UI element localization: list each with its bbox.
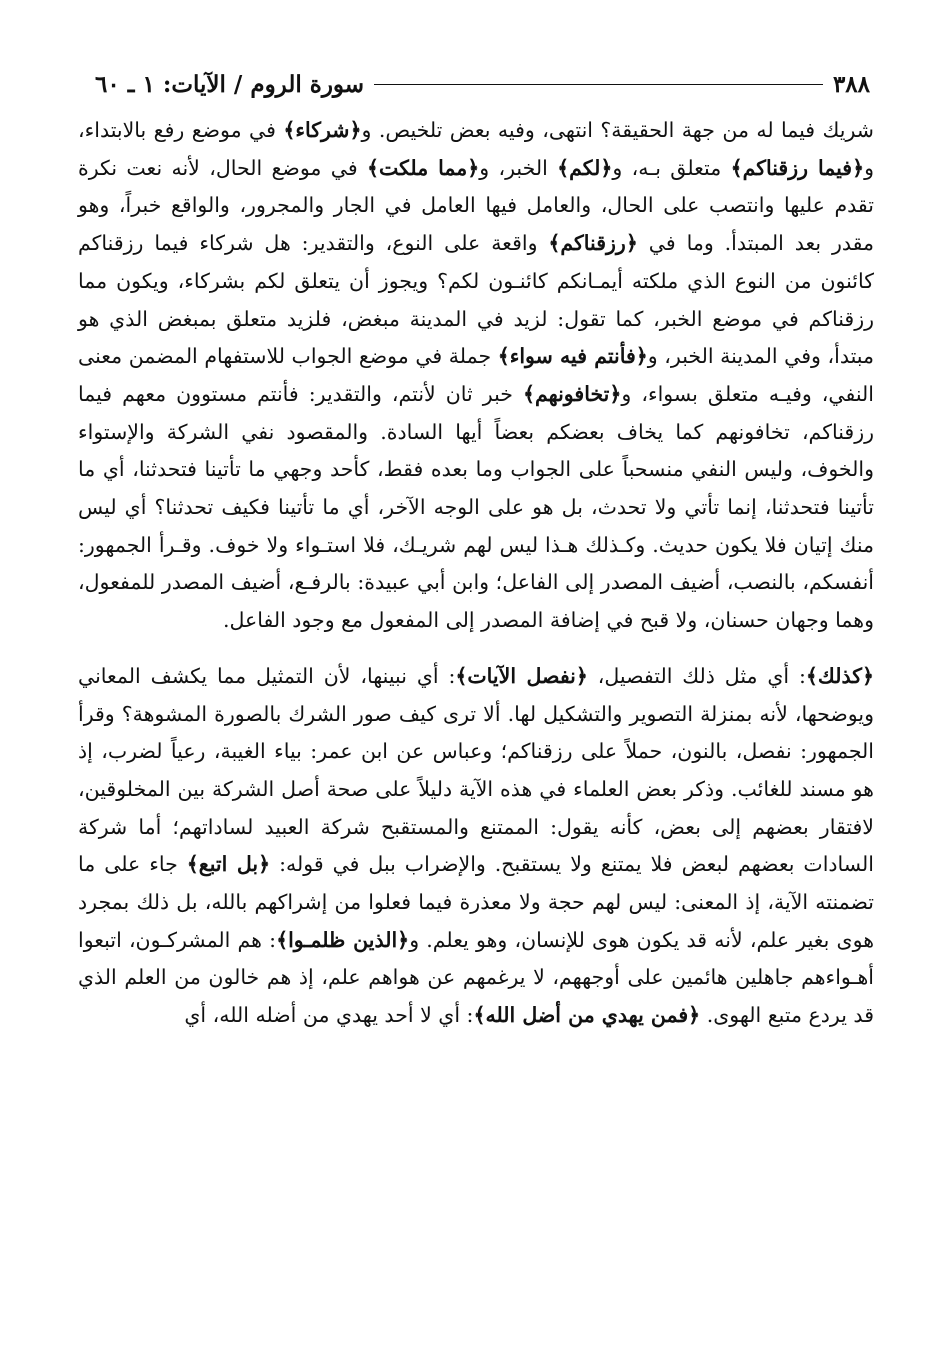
quran-quote: ﴿مما ملكت﴾ xyxy=(366,155,480,180)
commentary-text: في موضع رفع بالابتداء، و xyxy=(78,118,874,180)
page-number: ٣٨٨ xyxy=(832,70,870,98)
commentary-text: جاء على ما تضمنته الآية، إذ المعنى: ليس لهم حجة ولا معذرة فيما فعلوا من إشراكهم بالله، بل ذلك بمجرد هوى بغير علم، لأنه قد يكون هوى للإنسان، وهو يعلم. و xyxy=(78,852,875,952)
commentary-text: متعلق بـه، و xyxy=(612,155,731,180)
quran-quote: ﴿فيما رزقناكم﴾ xyxy=(730,155,865,180)
surah-title: سورة الروم / الآيات: ١ ـ ٦٠ xyxy=(95,70,365,98)
page-body xyxy=(78,112,874,1035)
quran-quote: ﴿الذين ظلمـوا﴾ xyxy=(276,927,410,952)
commentary-text: : أي لا أحد يهدي من أضله الله، أي xyxy=(184,1003,474,1028)
quran-quote: ﴿لكم﴾ xyxy=(557,155,613,180)
commentary-text: خبر ثان لأنتم، والتقدير: فأنتم مستوون معهم فيما رزقناكم، تخافونهم كما يخاف بعضكم بعضاً أيها السادة. والمقصود نفي الشركة والإستواء والخوف، وليس النفي منسحباً على الجواب وما بعده فقط، كأحد وجهي ما تأتينا فتحدثنا، أي ما تأتينا فتحدثنا، إنما تأتي ولا تحدث، بل هو على الوجه الآخر، أي ما تأتينا فكيف تحدثنا؟ أي ليس منك إتيان فلا يكون حديث. وكـذلك هـذا ليس لهم شريـك، فلا استـواء ولا خوف. وقـرأ الجمهور: أنفسكم، بالنصب، أضيف المصدر إلى الفاعل؛ وابن أبي عبيدة: بالرفـع، أضيف المصدر للمفعول، وهما وجهان حسنان، ولا قبح في إضافة المصدر إلى المفعول مع وجود الفاعل. xyxy=(78,381,874,633)
quran-quote: ﴿تخافونهم﴾ xyxy=(523,381,622,406)
quran-quote: ﴿كذلك﴾ xyxy=(805,663,874,688)
commentary-text: : هم المشركـون، اتبعوا أهـواءهم جاهلين هائمين على أوجههم، لا يرغمهم عن هواهم علم، إذ هم خالون من العلم الذي قد يردع متبع الهوى. xyxy=(78,927,874,1028)
commentary-text: واقعة على النوع، والتقدير: هل شركاء فيما رزقناكم كائنون من النوع الذي ملكته أيمـانكم كائنـون لكم؟ ويجوز أن يتعلق لكم بشركاء، ويكون مما رزقناكم في موضع الخبر، كما تقول: لزيد في المدينة مبغض، فلزيد متعلق بمبغض الذي هو مبتدأ، وفي المدينة الخبر، و xyxy=(78,231,874,369)
quran-quote: ﴿شركاء﴾ xyxy=(283,118,362,142)
quran-quote: ﴿فأنتم فيه سواء﴾ xyxy=(497,344,648,369)
quran-quote: ﴿فمن يهدي من أضل الله﴾ xyxy=(473,1003,701,1028)
commentary-text: : أي مثل ذلك التفصيل، xyxy=(587,663,806,688)
commentary-text: شريك فيما له من جهة الحقيقة؟ انتهى، وفيه بعض تلخيص. و xyxy=(361,118,874,142)
commentary-text: الخبر، و xyxy=(479,155,558,180)
paragraph xyxy=(78,658,874,1035)
quran-quote: ﴿نفصل الآيات﴾ xyxy=(455,663,588,688)
paragraph xyxy=(78,112,874,640)
page-header xyxy=(95,68,870,100)
commentary-text: جملة في موضع الجواب للاستفهام المضمن معنى النفي، وفيـه متعلق بسواء، و xyxy=(78,344,874,406)
header-rule xyxy=(374,84,823,85)
commentary-text: في موضع الحال، لأنه نعت نكرة تقدم عليها وانتصب على الحال، والعامل فيها العامل في الجار والمجرور، والواقع خبراً، وهو مقدر بعد المبتدأ. وما في xyxy=(78,155,874,256)
quran-quote: ﴿بل اتبع﴾ xyxy=(186,852,271,877)
quran-quote: ﴿رزقناكم﴾ xyxy=(548,231,638,256)
commentary-text: : أي نبينها، لأن التمثيل مما يكشف المعاني ويوضحها، لأنه بمنزلة التصوير والتشكيل لها. ألا ترى كيف صور الشرك بالصورة المشوهة؟ وقرأ الجمهور: نفصل، بالنون، حملاً على رزقناكم؛ وعباس عن ابن عمر: بياء الغيبة، رعياً لضرب، إذ هو مسند للغائب. وذكر بعض العلماء في هذه الآية دليلاً على صحة أصل الشركة بين المخلوقين، لافتقار بعضهم إلى بعض، كأنه يقول: الممتنع والمستقبح شركة العبيد لساداتهم؛ أما شركة السادات بعضهم لبعض فلا يمتنع ولا يستقبح. والإضراب ببل في قوله: xyxy=(78,663,874,877)
